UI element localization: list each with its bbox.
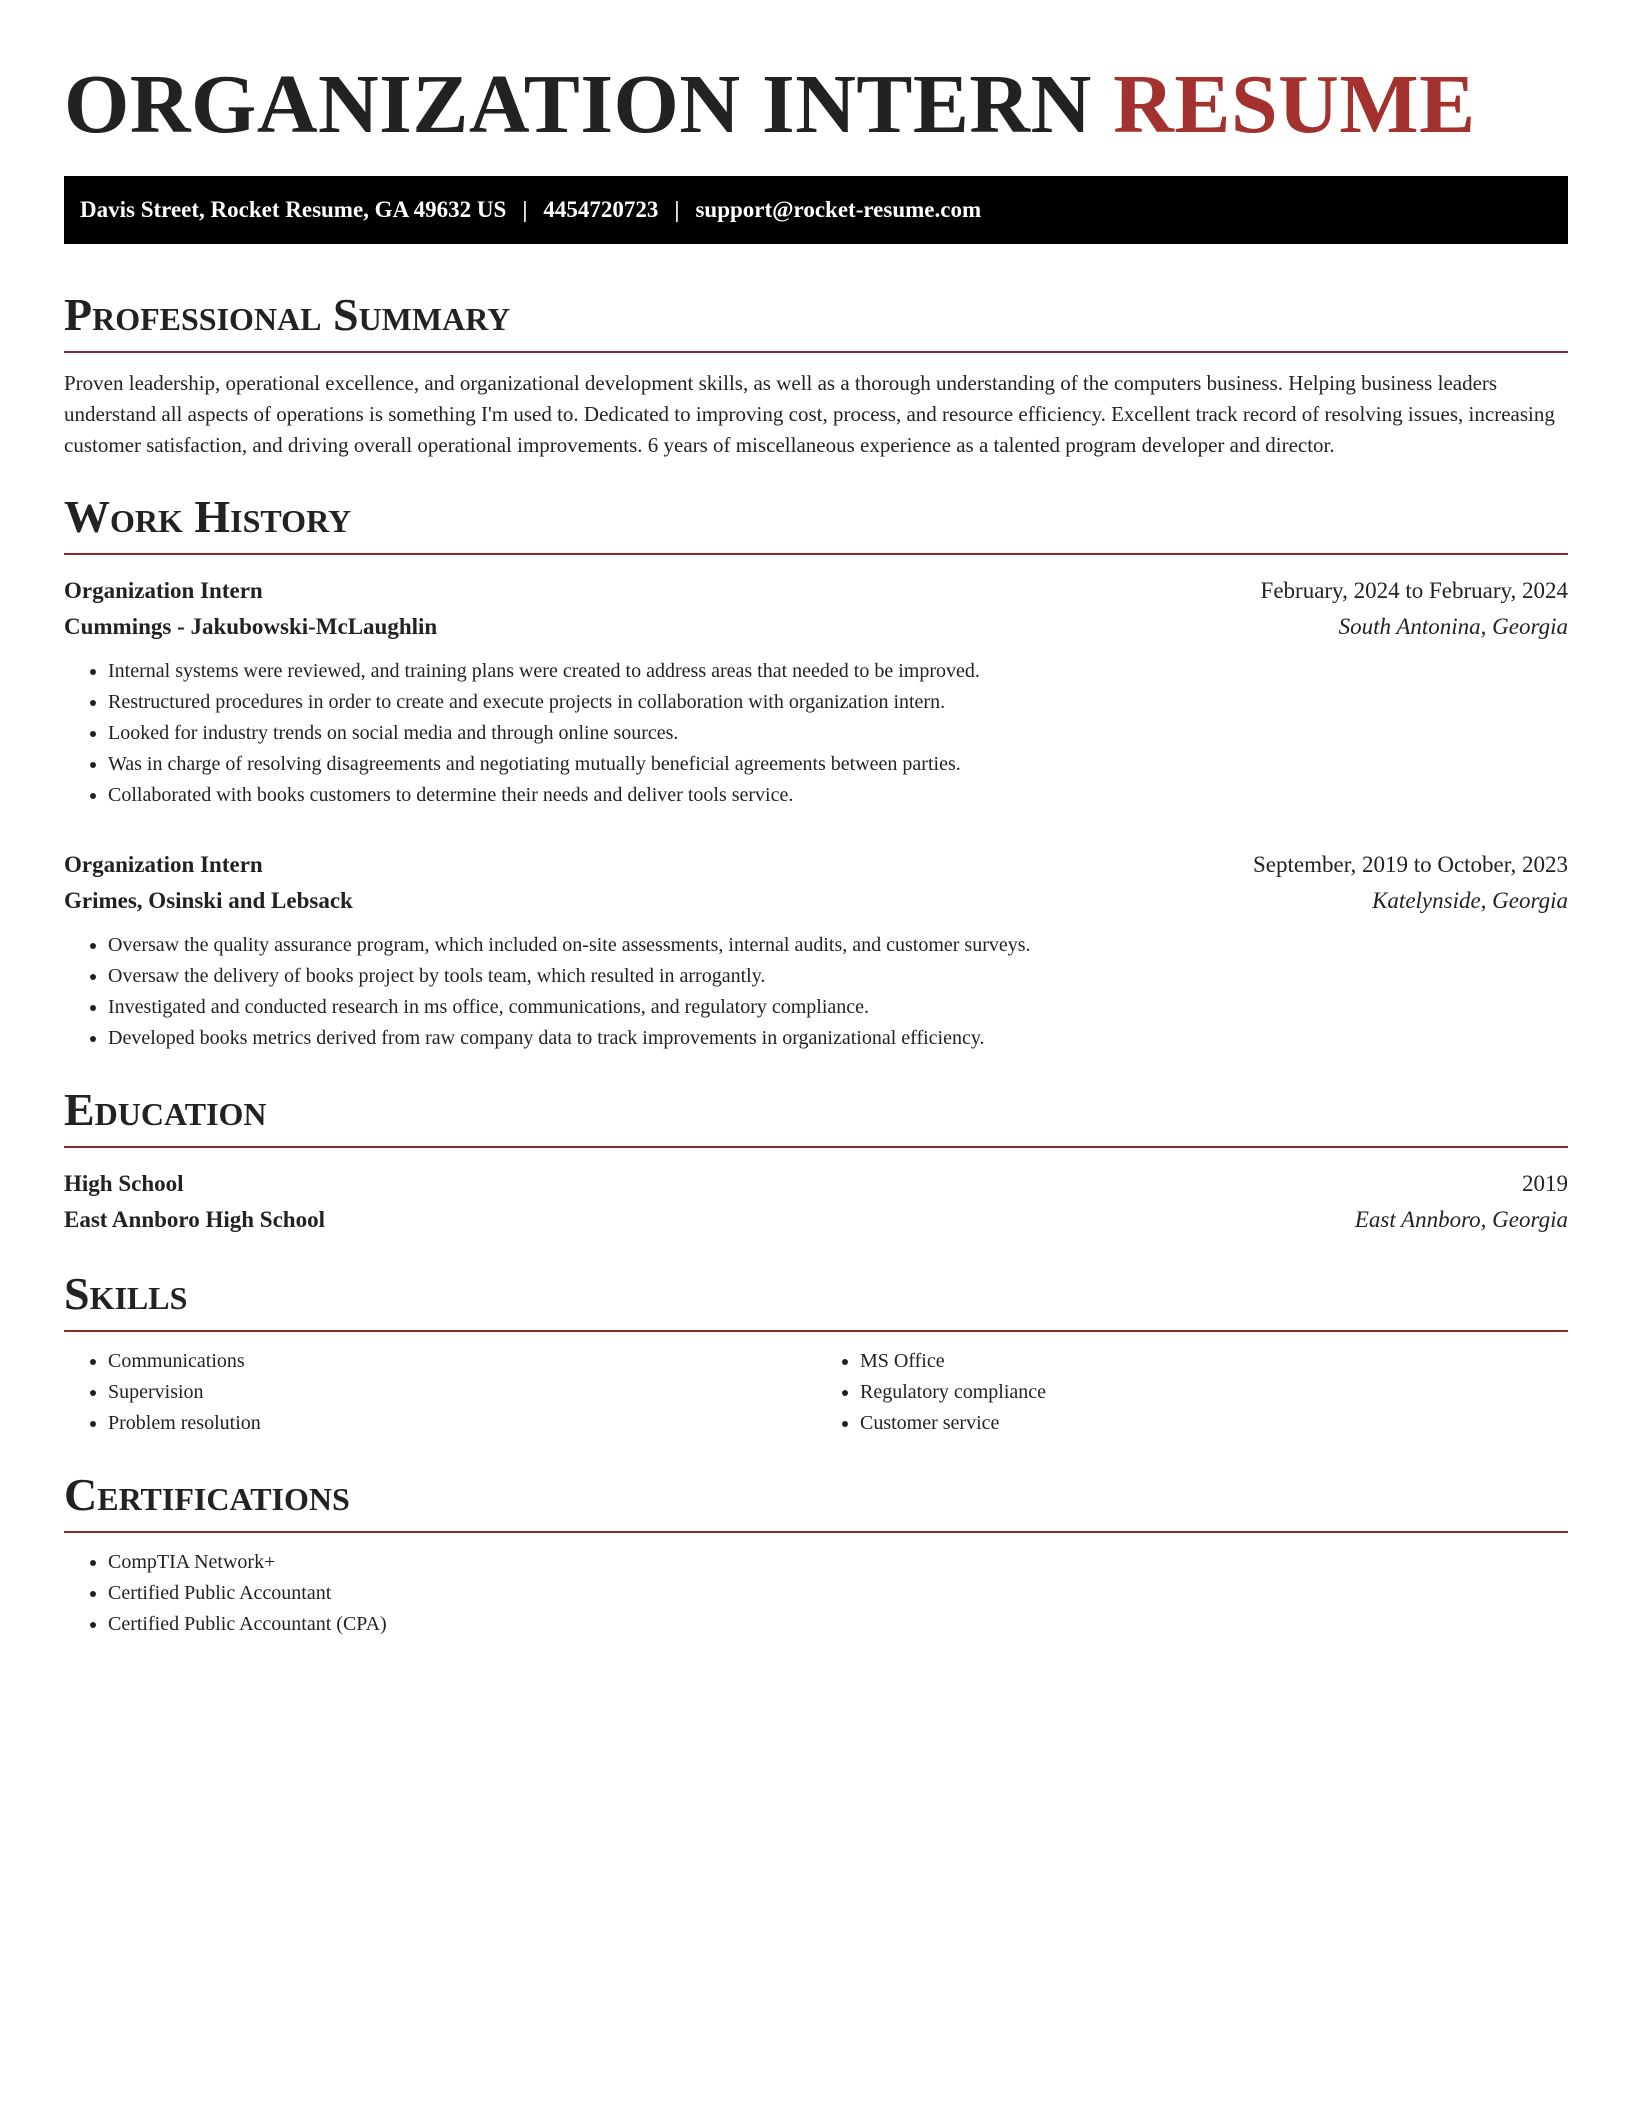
skills-columns (64, 1346, 1568, 1439)
certification-item: • CompTIA Network+ (108, 1547, 1568, 1578)
skill-item: • Customer service (860, 1408, 1568, 1439)
list-item: • Was in charge of resolving disagreements and negotiating mutually beneficial agreements between parties. (108, 749, 1568, 780)
list-item: • Collaborated with books customers to determine their needs and deliver tools service. (108, 780, 1568, 811)
job-location: Katelynside, Georgia (1372, 888, 1568, 913)
contact-separator: | (522, 197, 528, 222)
summary-text: Proven leadership, operational excellence, and organizational development skills, as well as a thorough understanding of the computers business. Helping business leaders understand all aspects of operations is something I'm used to. Dedicated to improving cost, process, and resource efficiency. Excellent track record of resolving issues, increasing customer satisfaction, and driving overall operational improvements. 6 years of miscellaneous experience as a talented program developer and director. (64, 371, 1555, 457)
education-location: East Annboro, Georgia (1354, 1207, 1568, 1232)
skills-section (64, 1266, 1568, 1439)
certification-item: • Certified Public Accountant (CPA) (108, 1609, 1568, 1640)
education-year: 2019 (1522, 1171, 1568, 1196)
list-item: • Looked for industry trends on social media and through online sources. (108, 718, 1568, 749)
list-item: • Internal systems were reviewed, and training plans were created to address areas that needed to be improved. (108, 656, 1568, 687)
education-heading: Education (64, 1082, 1568, 1148)
job-location: South Antonina, Georgia (1338, 614, 1568, 639)
skill-item: • Communications (108, 1346, 816, 1377)
contact-separator: | (674, 197, 680, 222)
contact-bar (64, 176, 1568, 244)
education-school: East Annboro High School (64, 1207, 325, 1232)
education-section (64, 1082, 1568, 1238)
job-dates: September, 2019 to October, 2023 (1253, 852, 1568, 877)
education-entry (64, 1166, 1568, 1238)
education-degree: High School (64, 1171, 184, 1196)
job-title: Organization Intern (64, 578, 263, 603)
skills-heading: Skills (64, 1266, 1568, 1332)
job-bullets (64, 656, 1568, 811)
contact-phone: 4454720723 (543, 197, 659, 222)
job-entry (64, 573, 1568, 811)
list-item: • Developed books metrics derived from raw company data to track improvements in organizational efficiency. (108, 1023, 1568, 1054)
skill-item: • Regulatory compliance (860, 1377, 1568, 1408)
resume-title (64, 55, 1568, 155)
contact-address: Davis Street, Rocket Resume, GA 49632 US (80, 197, 507, 222)
certifications-list (64, 1547, 1568, 1640)
work-history-section (64, 489, 1568, 1054)
certifications-section (64, 1467, 1568, 1640)
list-item: • Oversaw the delivery of books project by tools team, which resulted in arrogantly. (108, 961, 1568, 992)
title-main: ORGANIZATION INTERN (64, 58, 1092, 151)
work-history-heading: Work History (64, 489, 1568, 555)
list-item: • Restructured procedures in order to create and execute projects in collaboration with organization intern. (108, 687, 1568, 718)
skill-item: • MS Office (860, 1346, 1568, 1377)
job-bullets (64, 930, 1568, 1054)
job-title: Organization Intern (64, 852, 263, 877)
job-dates: February, 2024 to February, 2024 (1260, 578, 1568, 603)
skill-item: • Supervision (108, 1377, 816, 1408)
list-item: • Investigated and conducted research in ms office, communications, and regulatory compliance. (108, 992, 1568, 1023)
job-company: Cummings - Jakubowski-McLaughlin (64, 614, 438, 639)
skills-list-right (816, 1346, 1568, 1439)
job-entry (64, 847, 1568, 1054)
skills-list-left (64, 1346, 816, 1439)
skill-item: • Problem resolution (108, 1408, 816, 1439)
job-company: Grimes, Osinski and Lebsack (64, 888, 353, 913)
summary-heading: Professional Summary (64, 287, 1568, 353)
certifications-heading: Certifications (64, 1467, 1568, 1533)
summary-section (64, 287, 1568, 461)
title-accent: RESUME (1113, 58, 1476, 151)
certification-item: • Certified Public Accountant (108, 1578, 1568, 1609)
list-item: • Oversaw the quality assurance program, which included on-site assessments, internal audits, and customer surveys. (108, 930, 1568, 961)
contact-email: support@rocket-resume.com (695, 197, 982, 222)
